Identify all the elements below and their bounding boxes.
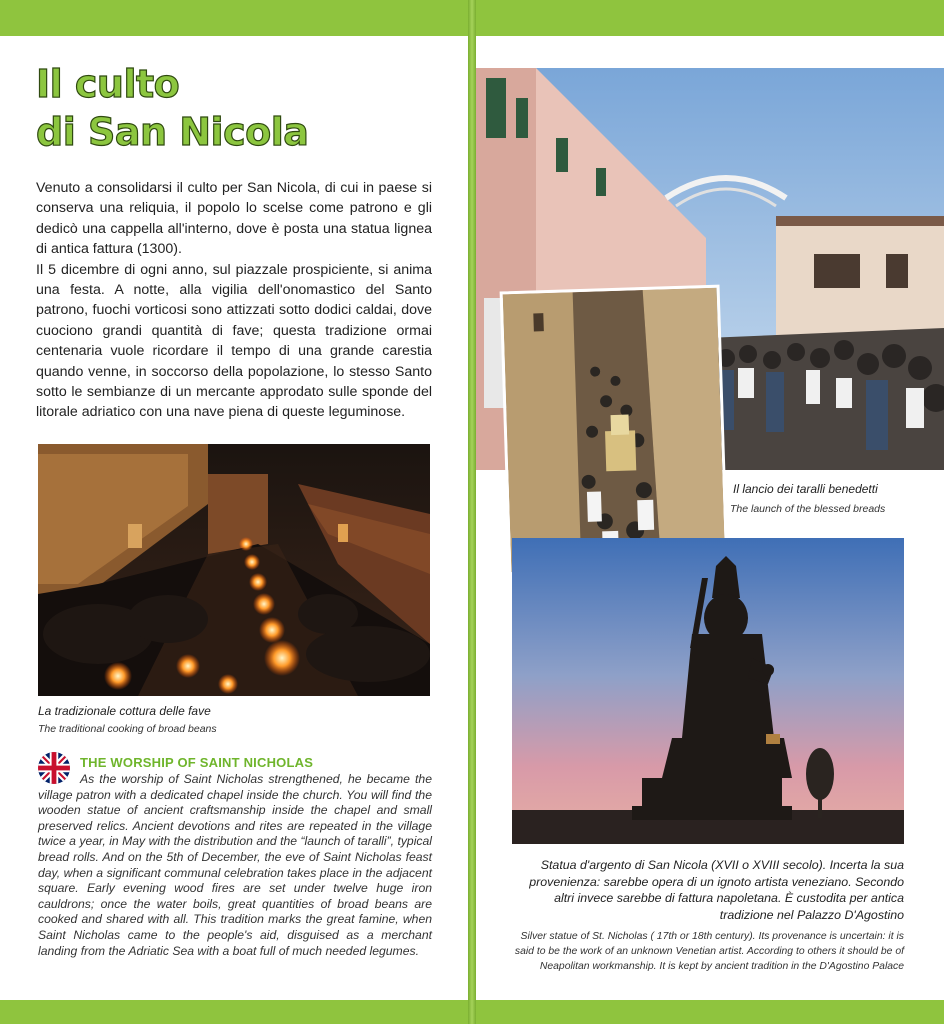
silver-statue-photo <box>512 538 904 844</box>
english-body: As the worship of Saint Nicholas strengthened, he became the village patron with a dedicated chapel inside the church. You will find the wooden statue of ancient craftsmanship inside the chapel and small preserved relics. Ancient devotions and rites are repeated in the village twice a year, in May with the distribution and the “launch of taralli”, typical bread rolls. And on the 5th of December, the eve of Saint Nicholas feast day, when a significant communal celebration takes place in the adjacent square. Early evening wood fires are set under twelve huge iron cauldrons; once the water boils, great quantities of broad beans are cooked and shared with all. This tradition marks the great famine, when Saint Nicholas came to the people's aid, disguised as a merchant landing from the Adriatic Sea with a boat full of much needed legumes. <box>38 772 432 958</box>
fave-cooking-photo <box>38 444 430 696</box>
page-title <box>36 60 308 156</box>
intro-text <box>36 178 432 423</box>
page-fold <box>468 0 476 1024</box>
statue-caption-it: Statua d'argento di San Nicola (XVII o XVIII secolo). Incerta la sua provenienza: sarebbe opera di un ignoto artista veneziano. Secondo altri invece sarebbe di fattura napoletana. È custodita per antica tradizione nel Palazzo D'Agostino <box>529 858 904 922</box>
title-line-2: di San Nicola <box>36 110 309 154</box>
fave-caption-en: The traditional cooking of broad beans <box>38 723 217 735</box>
title-line-1: Il culto <box>36 62 180 106</box>
procession-photo <box>500 285 729 576</box>
intro-paragraph-1: Venuto a consolidarsi il culto per San Nicola, di cui in paese si conserva una reliquia, il popolo lo scelse come patrono e gli dedicò una cappella all'interno, dove è posta una statua lignea di antica fattura (1300). <box>36 180 432 258</box>
english-heading: THE WORSHIP OF SAINT NICHOLAS <box>80 755 314 770</box>
taralli-caption-it: Il lancio dei taralli benedetti <box>733 482 878 496</box>
statue-caption-en: Silver statue of St. Nicholas ( 17th or 18th century). Its provenance is uncertain: it is said to be the work of an unknown Venetian artist. According to others it should be of Neapolitan workmanship. It is kept by ancient tradition in the D'Agostino Palace <box>514 931 904 972</box>
taralli-caption-en: The launch of the blessed breads <box>730 503 886 515</box>
intro-paragraph-2: Il 5 dicembre di ogni anno, sul piazzale prospiciente, si anima una festa. A notte, alla vigilia dell'onomastico del Santo patrono, fuochi vorticosi sono attizzati sotto dodici caldai, dove cuociono grandi quantità di fave; questa tradizione ormai centenaria vuole ricordare il tempo di una grande carestia quando venne, in soccorso della popolazione, lo stesso Santo sotto le sembianze di un mercante approdato sulle sponde del litorale adriatico con una nave piena di queste leguminose. <box>36 261 432 421</box>
fave-caption-it: La tradizionale cottura delle fave <box>38 704 211 718</box>
